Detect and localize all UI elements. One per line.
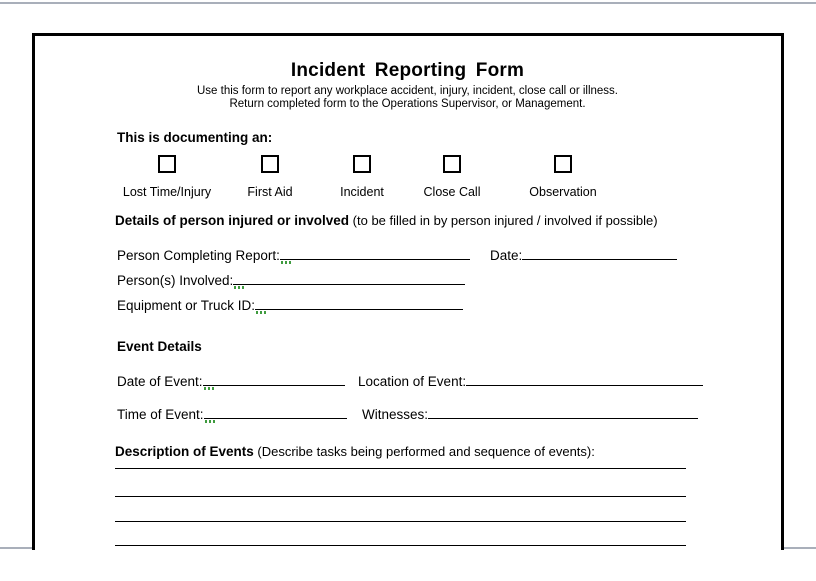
time-of-event-input-line[interactable] bbox=[204, 418, 347, 419]
option-observation bbox=[508, 155, 618, 199]
field-location-of-event bbox=[358, 374, 703, 391]
checkbox-label-lost-time-injury: Lost Time/Injury bbox=[122, 185, 212, 199]
checkbox-observation[interactable] bbox=[554, 155, 572, 173]
field-equipment-truck-id bbox=[117, 298, 463, 315]
persons-involved-input-line[interactable] bbox=[233, 284, 465, 285]
checkbox-label-incident: Incident bbox=[340, 185, 384, 199]
location-of-event-label: Location of Event: bbox=[358, 374, 467, 389]
persons-involved-label: Person(s) Involved: bbox=[117, 273, 234, 288]
description-blank-line-1[interactable] bbox=[115, 468, 686, 469]
details-section-heading bbox=[115, 212, 658, 230]
form-title: Incident Reporting Form bbox=[290, 60, 525, 81]
description-blank-line-3[interactable] bbox=[115, 521, 686, 522]
form-intro-line-2: Return completed form to the Operations Supervisor, or Management. bbox=[229, 98, 586, 110]
checkbox-label-first-aid: First Aid bbox=[247, 185, 293, 199]
witnesses-input-line[interactable] bbox=[428, 418, 698, 419]
date-input-line[interactable] bbox=[522, 259, 677, 260]
person-completing-report-input-line[interactable] bbox=[280, 259, 470, 260]
checkbox-lost-time-injury[interactable] bbox=[158, 155, 176, 173]
checkbox-incident[interactable] bbox=[353, 155, 371, 173]
field-date bbox=[490, 248, 677, 265]
field-persons-involved bbox=[117, 273, 465, 290]
checkbox-close-call[interactable] bbox=[443, 155, 461, 173]
field-time-of-event bbox=[117, 407, 347, 424]
description-heading-text: Description of Events bbox=[115, 444, 254, 459]
window-top-border bbox=[0, 2, 816, 4]
option-close-call bbox=[397, 155, 507, 199]
date-of-event-input-line[interactable] bbox=[203, 385, 345, 386]
field-person-completing-report bbox=[117, 248, 470, 265]
field-witnesses bbox=[362, 407, 698, 424]
description-section-heading bbox=[115, 443, 595, 461]
checkbox-label-observation: Observation bbox=[529, 185, 597, 199]
location-of-event-input-line[interactable] bbox=[466, 385, 703, 386]
description-blank-line-4[interactable] bbox=[115, 545, 686, 546]
description-blank-line-2[interactable] bbox=[115, 496, 686, 497]
person-completing-report-label: Person Completing Report: bbox=[117, 248, 280, 263]
description-heading-note: (Describe tasks being performed and sequence of events): bbox=[253, 444, 595, 459]
date-label: Date: bbox=[490, 248, 523, 263]
details-heading-note: (to be filled in by person injured / involved if possible) bbox=[349, 213, 658, 228]
witnesses-label: Witnesses: bbox=[362, 407, 429, 422]
event-details-heading: Event Details bbox=[117, 339, 202, 354]
date-of-event-label: Date of Event: bbox=[117, 374, 203, 389]
form-page-border bbox=[32, 33, 784, 550]
checkbox-first-aid[interactable] bbox=[261, 155, 279, 173]
field-date-of-event bbox=[117, 374, 345, 391]
details-heading-text: Details of person injured or involved bbox=[115, 213, 350, 228]
form-intro-line-1: Use this form to report any workplace accident, injury, incident, close call or illness. bbox=[197, 85, 618, 97]
checkbox-label-close-call: Close Call bbox=[423, 185, 481, 199]
equipment-truck-id-input-line[interactable] bbox=[255, 309, 463, 310]
documenting-section-label: This is documenting an: bbox=[117, 130, 273, 145]
time-of-event-label: Time of Event: bbox=[117, 407, 204, 422]
option-lost-time-injury bbox=[112, 155, 222, 199]
equipment-truck-id-label: Equipment or Truck ID: bbox=[117, 298, 256, 313]
